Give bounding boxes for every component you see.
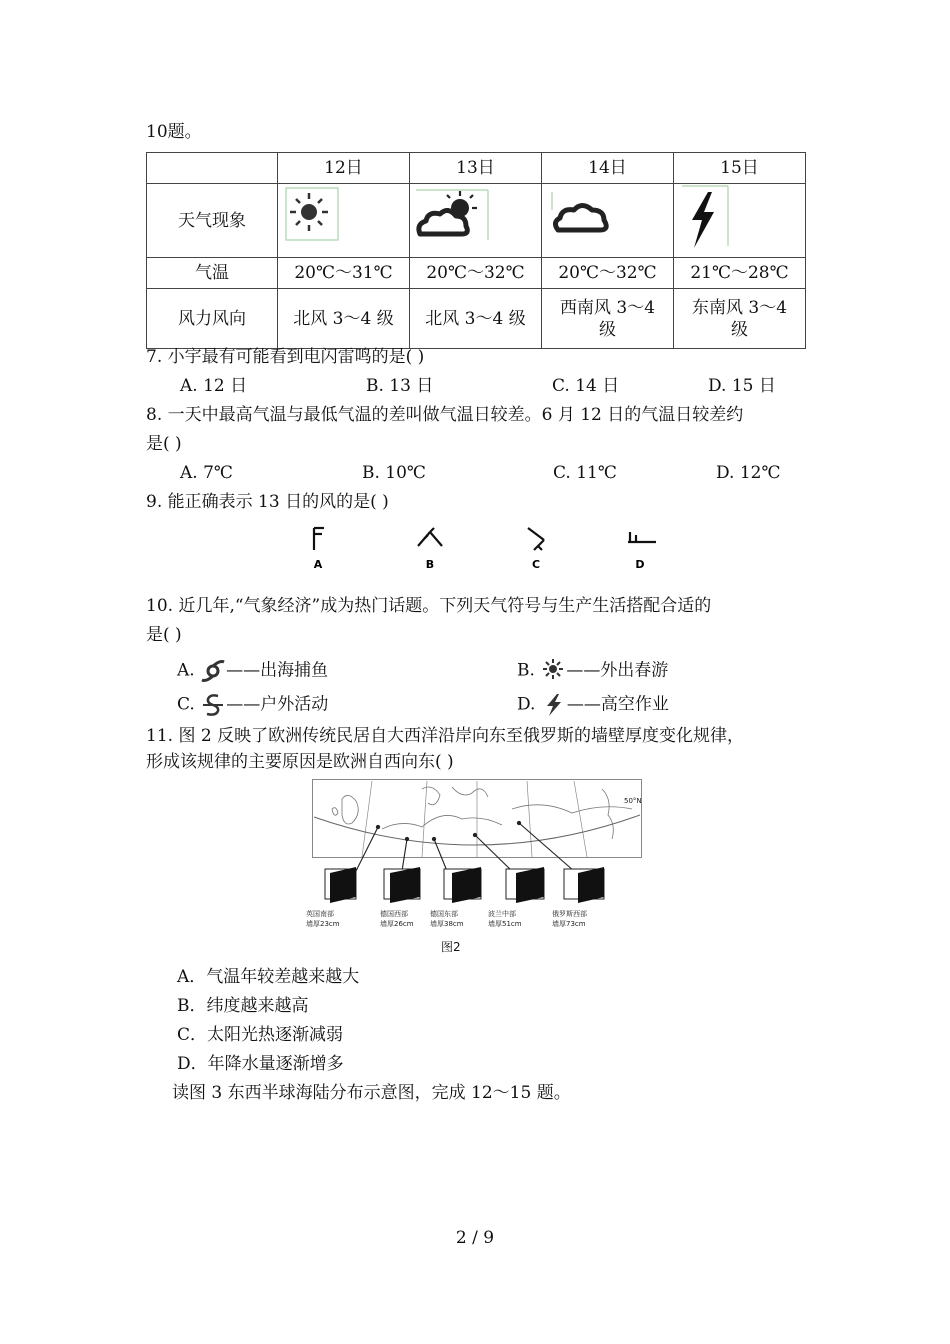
date-header: 12日 [278,153,410,184]
wall-thickness: 墙厚38cm [430,920,464,928]
wall-place: 英国南部 [306,910,334,918]
wind-cell [674,289,806,349]
wall-block [564,867,604,903]
q11-option-c[interactable]: C．太阳光热逐渐减弱 [177,1025,344,1045]
row-label-wind: 风力风向 [147,289,278,349]
q8-option-b[interactable]: B. 10℃ [362,463,426,483]
option-text: ——户外活动 [226,694,329,715]
lightning-icon [541,692,567,718]
date-header: 15日 [674,153,806,184]
wind-symbol-letter: A [313,558,323,571]
wind-text: 东南风 3～4 [691,297,788,318]
q9-stem: 9. 能正确表示 13 日的风的是( ) [146,492,389,512]
cloudy-icon [542,184,622,244]
wind-symbol-b[interactable] [408,522,452,572]
europe-wall-thickness-figure [306,779,642,929]
wind-text: 级 [731,319,748,340]
q8-stem-line1: 8. 一天中最高气温与最低气温的差叫做气温日较差。6 月 12 日的气温日较差约 [146,405,744,425]
temperature-cell: 21℃～28℃ [674,258,806,289]
q10-stem-line1: 10. 近几年,“气象经济”成为热门话题。下列天气符号与生产生活搭配合适的 [146,596,712,616]
q11-option-b[interactable]: B．纬度越来越高 [177,996,309,1016]
figure-caption: 图2 [441,940,461,954]
typhoon-icon [200,658,226,684]
wind-symbol-c[interactable] [518,522,558,572]
wind-text: 北风 3～4 级 [293,308,394,329]
intro-line: 10题。 [146,122,202,142]
wall-place: 德国西部 [380,910,408,918]
q11-option-d[interactable]: D．年降水量逐渐增多 [177,1054,344,1074]
row-label-weather: 天气现象 [147,184,278,258]
q7-option-c[interactable]: C. 14 日 [552,376,620,396]
wind-text: 北风 3～4 级 [425,308,526,329]
wall-blocks [325,867,604,903]
q7-stem: 7. 小宇最有可能看到电闪雷鸣的是( ) [146,347,425,367]
wind-symbol-letter: C [531,558,541,571]
wind-cell [278,289,410,349]
q11-stem-line1: 11. 图 2 反映了欧洲传统民居自大西洋沿岸向东至俄罗斯的墙壁厚度变化规律， [146,726,745,746]
wind-cell [542,289,674,349]
wall-place: 俄罗斯西部 [552,910,587,918]
wall-captions [306,909,587,928]
wind-cell [410,289,542,349]
partly-cloudy-icon [410,184,490,244]
option-text: ——高空作业 [566,694,669,715]
q10-option-b[interactable] [517,658,668,684]
q10-option-a[interactable] [177,658,328,684]
q9-wind-symbols [300,522,680,572]
q8-option-d[interactable]: D. 12℃ [716,463,781,483]
weather-cell [278,184,410,258]
q10-option-d[interactable] [517,692,669,718]
sunny-icon [278,184,338,244]
weather-cell [674,184,806,258]
wind-symbol-a[interactable] [300,522,340,572]
wall-thickness: 墙厚51cm [488,920,522,928]
q8-option-a[interactable]: A. 7℃ [180,463,233,483]
temperature-cell: 20℃～32℃ [410,258,542,289]
wall-block [325,867,356,903]
weather-cell [542,184,674,258]
option-text: ——外出春游 [566,660,669,681]
sandstorm-icon [200,692,226,718]
wind-text: 西南风 3～4 [559,297,656,318]
wall-block [384,867,420,903]
wind-symbol-letter: B [425,558,435,571]
latitude-label: 50°N [624,797,642,805]
wall-block [506,867,544,903]
option-letter: C. [177,694,195,715]
wall-place: 波兰中部 [488,910,516,918]
option-letter: B. [517,660,535,681]
temperature-cell: 20℃～31℃ [278,258,410,289]
date-header: 14日 [542,153,674,184]
wall-thickness: 墙厚23cm [306,920,340,928]
q10-stem-line2: 是( ) [146,625,182,645]
lightning-icon [674,184,734,250]
table-corner [147,153,278,184]
weather-cell [410,184,542,258]
q11-option-a[interactable]: A．气温年较差越来越大 [177,967,360,987]
wall-thickness: 墙厚26cm [380,920,414,928]
sunny-icon [540,658,566,684]
wall-thickness: 墙厚73cm [552,920,586,928]
row-label-temperature: 气温 [147,258,278,289]
wall-place: 德国东部 [430,910,458,918]
temperature-cell: 20℃～32℃ [542,258,674,289]
q10-option-c[interactable] [177,692,328,718]
q8-option-c[interactable]: C. 11℃ [553,463,617,483]
q7-option-d[interactable]: D. 15 日 [708,376,776,396]
weather-table [146,152,806,349]
wind-text: 级 [599,319,616,340]
wall-block [444,867,481,903]
option-letter: A. [177,660,195,681]
q11-stem-line2: 形成该规律的主要原因是欧洲自西向东( ) [146,752,454,772]
option-text: ——出海捕鱼 [226,660,329,681]
q7-option-a[interactable]: A. 12 日 [180,376,248,396]
q7-option-b[interactable]: B. 13 日 [366,376,434,396]
date-header: 13日 [410,153,542,184]
q8-stem-line2: 是( ) [146,434,182,454]
next-question-lead: 读图 3 东西半球海陆分布示意图，完成 12～15 题。 [172,1083,571,1103]
wind-symbol-letter: D [635,558,645,571]
wind-symbol-d[interactable] [622,522,662,572]
option-letter: D. [517,694,536,715]
page-number: 2 / 9 [455,1228,495,1248]
